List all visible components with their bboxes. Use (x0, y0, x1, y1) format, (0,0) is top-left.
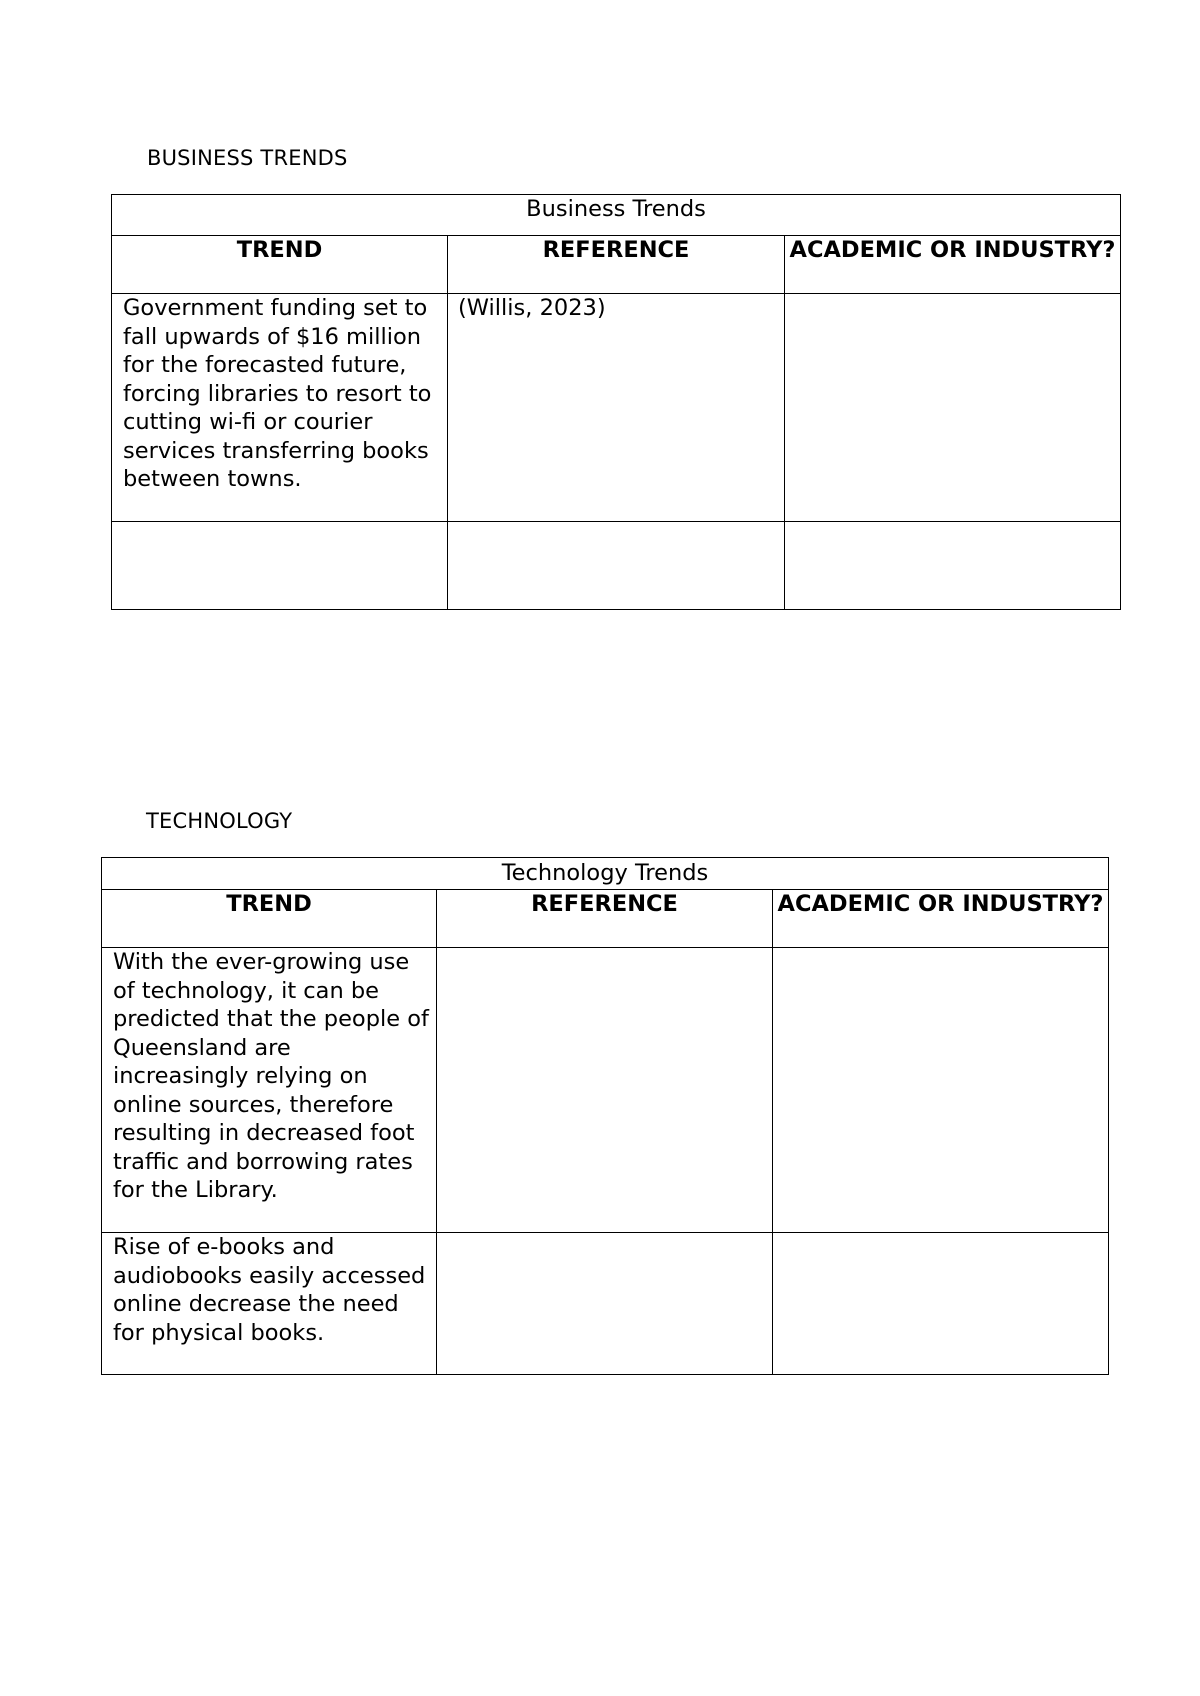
reference-cell (448, 522, 785, 610)
trend-cell: Rise of e-books and audiobooks easily accessed online decrease the need for physical books. (102, 1233, 437, 1375)
table-header-row (112, 236, 1121, 294)
table-caption-row (102, 858, 1109, 890)
table-header-row (102, 890, 1109, 948)
reference-cell (437, 948, 773, 1233)
academic-or-industry-cell (785, 294, 1121, 522)
table-row (112, 522, 1121, 610)
business-trends-table (111, 194, 1121, 610)
technology-heading: TECHNOLOGY (146, 809, 293, 833)
academic-or-industry-cell (773, 948, 1109, 1233)
academic-or-industry-cell (773, 1233, 1109, 1375)
technology-trends-table (101, 857, 1109, 1375)
table-row (102, 1233, 1109, 1375)
column-header-trend: TREND (112, 236, 448, 294)
trend-cell (112, 522, 448, 610)
column-header-academic-or-industry: ACADEMIC OR INDUSTRY? (785, 236, 1121, 294)
academic-or-industry-cell (785, 522, 1121, 610)
table-row (112, 294, 1121, 522)
business-trends-heading: BUSINESS TRENDS (147, 146, 348, 170)
table-caption: Business Trends (112, 195, 1121, 236)
reference-cell (437, 1233, 773, 1375)
table-row (102, 948, 1109, 1233)
trend-cell: With the ever-growing use of technology, it can be predicted that the people of Queensland are increasingly relying on online sources, therefore resulting in decreased foot traffic and borrowing rates for the Library. (102, 948, 437, 1233)
table-caption-row (112, 195, 1121, 236)
column-header-trend: TREND (102, 890, 437, 948)
column-header-reference: REFERENCE (437, 890, 773, 948)
trend-cell: Government funding set to fall upwards of $16 million for the forecasted future, forcing libraries to resort to cutting wi-fi or courier services transferring books between towns. (112, 294, 448, 522)
table-caption: Technology Trends (102, 858, 1109, 890)
column-header-academic-or-industry: ACADEMIC OR INDUSTRY? (773, 890, 1109, 948)
column-header-reference: REFERENCE (448, 236, 785, 294)
reference-cell: (Willis, 2023) (448, 294, 785, 522)
